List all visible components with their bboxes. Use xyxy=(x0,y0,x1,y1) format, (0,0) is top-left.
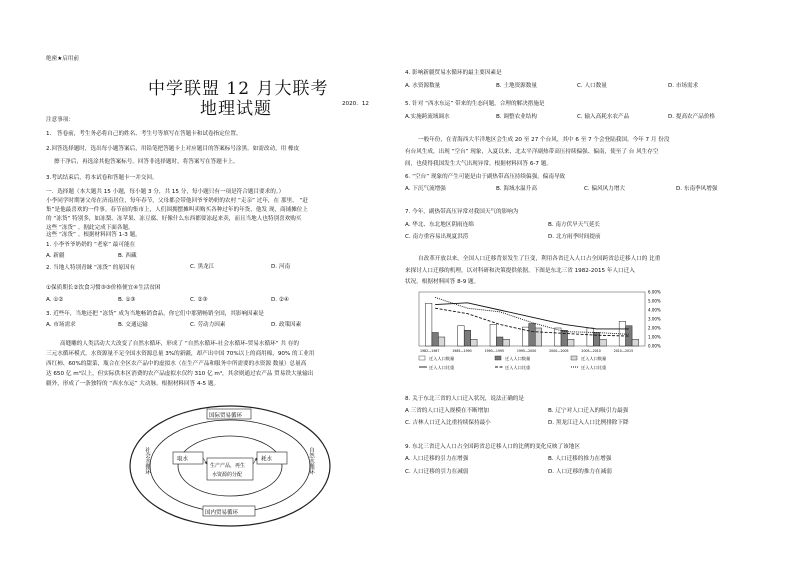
q4-option-c: C. 人口数量 xyxy=(577,83,607,89)
notes-head: 注意事项： xyxy=(46,117,74,123)
q7-option-c: C. 南方重容易出现夏洪涝 xyxy=(405,234,469,240)
passage2-l3: 西红柿、60%的甜菜，瓶合在全区农产品中的虚拟水（在生产产品和服务中所需要的水资源 数量）总量高 xyxy=(46,361,307,367)
q1-option-a: A. 新疆 xyxy=(46,253,65,259)
q8-option-b: B. 辽宁对人口迁入的吸引力最强 xyxy=(548,408,629,414)
diagram-right-label: 自然水循环 xyxy=(308,447,314,475)
q7-stem: 7. 今年，副热带高压异常对我国天气的影响为 xyxy=(405,209,519,215)
diagram-top-label: 国际贸易循环 xyxy=(209,413,243,419)
q1-option-d: D. 河南 xyxy=(271,264,291,270)
q9-option-b: B. 人口迁移的推力在增强 xyxy=(548,456,612,462)
chart-bar xyxy=(458,326,464,346)
note-2b: 擦干净后，再选涂其他答案标号。回答非选择题时，将答案写在答题卡上。 xyxy=(54,159,239,165)
q5-option-c: C. 输入高耗水农产品 xyxy=(577,114,630,120)
q9-option-d: D. 人口迁移的推力在减弱 xyxy=(548,469,612,475)
legend-label: 迁入人口数量 xyxy=(429,356,455,361)
note-2a: 2.回答选择题时，选出每小题答案后，用铅笔把答题卡上对应题目的答案标号涂黑。如需改动，用 橡皮 xyxy=(46,146,300,152)
y-right-tick-label: 4.00% xyxy=(648,307,661,313)
legend-swatch xyxy=(495,356,501,360)
x-tick-label: 1982—1987 xyxy=(420,349,440,353)
q4-stem: 4. 影响新疆贸易水循环的最主要因素是 xyxy=(405,70,502,76)
section1-p2: 集”是他最喜欢的一件事。春节前的集市上，人们围拥摆摊叫卖购买各种过年的年货，他发 现，商铺摊位上 xyxy=(46,207,308,213)
q6-option-c: C. 偏风风力增大 xyxy=(584,186,626,192)
chart-bar xyxy=(535,328,541,346)
y-right-tick-label: 6.00% xyxy=(648,289,661,295)
chart-bar xyxy=(561,330,567,346)
legend-label: 迁入人口数量 xyxy=(505,356,531,361)
q7-option-d: D. 北方雨季时间提前 xyxy=(548,234,601,240)
q2-option-d: D. ②④ xyxy=(271,297,289,303)
legend-label: 迁入人口数量 xyxy=(581,356,607,361)
diagram-center-label-1: 生产产品，再生 xyxy=(210,463,246,469)
chart-bar xyxy=(632,339,638,346)
chart-bar xyxy=(587,328,593,346)
chart-bar xyxy=(490,324,496,346)
q6-option-a: A. 下沉气流增强 xyxy=(405,186,446,192)
q5-stem: 5. 针对 “西水东运” 带来的生态问题，合理的解决措施是 xyxy=(405,101,545,107)
passage2-l1: 高缝雕的人类活动大大改变了自然水循环，形成了 “自然水循环-社会水循环-贸易水循环” 共 存的 xyxy=(60,341,299,347)
x-tick-label: 2010—2015 xyxy=(613,349,634,353)
chart-bar xyxy=(496,337,502,346)
passage3-l3: 间，也使得我国发生大气出现异常。根据材料回答 6-7 题。 xyxy=(405,161,552,167)
chart-bar xyxy=(464,330,470,346)
y-right-tick-label: 2.00% xyxy=(648,325,661,331)
legend-label: 迁入人口比重 xyxy=(581,365,607,370)
section1-p4: 这些 “冻货” 。据此完成下面各题。 xyxy=(46,225,134,231)
q1-option-c: C. 黑龙江 xyxy=(190,264,215,270)
q3-option-d: D. 政策因素 xyxy=(271,322,302,328)
page-subtitle: 地理试题 xyxy=(200,99,272,119)
section1-p3: 的 “冻货” 特别多，如冻梨、冻苹果、冻豆腐、好像什么东西都要冻起来卖，而且当地人也特别喜欢购买 xyxy=(46,216,302,222)
q7-option-a: A. 华北、东北地区阴雨连绵 xyxy=(405,222,474,228)
q7-option-b: B. 南方伏旱天气延长 xyxy=(548,222,601,228)
q9-option-c: C. 人口迁移的引力在减弱 xyxy=(405,469,469,475)
legend-label: 迁入人口比重 xyxy=(505,365,531,370)
diagram-left-label: 社会水循环 xyxy=(144,447,150,475)
q3-stem: 3. 近些年，当地还把 “冻货” 成为当地畅销食品，你它们中那猪畅销全国，其影响因素是 xyxy=(46,311,264,317)
q8-option-d: D. 黑龙江迁入人口比例排除下降 xyxy=(548,420,629,426)
q9-option-a: A. 人口迁移的引力在增强 xyxy=(405,456,469,462)
q2-option-a: A. ①② xyxy=(46,297,64,303)
q8-option-c: C. 吉林人口迁入比重持续保持最小 xyxy=(405,420,491,426)
q8-option-a: A 三省的人口迁入规模在不断增加 xyxy=(405,408,489,414)
passage3-l1: 一般年份，在青海西大半洋地区会生成 20 至 27 个台风，其中 6 至 7 个会登陆我国。今年 7 月 份没 xyxy=(418,137,670,143)
note-1: 1． 答卷前，考生务必将自己的姓名、考生号等填写在答题卡和试卷指定位置。 xyxy=(46,131,242,137)
x-tick-label: 1990—1995 xyxy=(484,349,504,353)
chart-bar xyxy=(503,339,509,346)
passage2-l2: 三元水循环模式。水资源量不足全国水资源总量 3%的新疆，却产出中国 70%以上的商用棉，90% 的工业用 xyxy=(46,351,315,357)
water-cycle-diagram xyxy=(125,402,335,530)
q5-option-b: B. 调整农业结构 xyxy=(496,114,537,120)
q2-stem: 2. 当地人特别青睐 “冻货” 的原因有 xyxy=(46,265,136,271)
q3-option-c: C. 劳动力因素 xyxy=(190,322,226,328)
secret-label: 绝密★启用前 xyxy=(46,56,79,62)
y-right-tick-label: 3.00% xyxy=(648,316,661,322)
q6-option-b: B. 海域水温升高 xyxy=(496,186,537,192)
section1-head: 一．选择题（本大题共 15 小题，每小题 3 分，共 15 分，每小题只有一项是符合题目要求的。） xyxy=(46,189,285,195)
passage4-l1: 自改革开放以来，全国人口迁移背景发生了巨变，利用各省迁入人口占全国跨省总迁移人口的 比重 xyxy=(418,256,661,262)
q1-stem: 1. 小李爷爷奶奶的 “老家” 最可能在 xyxy=(46,242,136,248)
chart-bar xyxy=(593,333,599,347)
x-tick-label: 1995—2000 xyxy=(516,349,537,353)
passage4-l2: 来探讨人口迁移的机理，以对科研和决策提供依据。下图是东北三省 1982-2015 年人口迁入 xyxy=(405,268,635,274)
q2-items: ①保质期长②饮食习惯③③价格便宜④生活贫困 xyxy=(46,285,161,291)
q1-option-b: B. 西藏 xyxy=(118,253,137,259)
chart-bar xyxy=(471,339,477,346)
legend-swatch xyxy=(419,356,425,360)
q2-option-c: C. ②③ xyxy=(190,297,208,303)
passage4-l3: 状况。根据材料回答 8-9 题。 xyxy=(405,279,480,285)
diagram-output-label: 耗水 xyxy=(261,456,273,463)
passage2-l5: 疆外，形成了一条独特的 “西水东运” 大动脉。根据材料回答 4-5 题。 xyxy=(46,381,220,387)
q4-option-b: B. 土地资源数量 xyxy=(496,83,537,89)
passage2-l4: 达 650 亿 m³以上，但实际供本区消费的农产品虚拟水仅约 310 亿 m³，其余则通过农产品 贸易铁大量输出 xyxy=(46,371,314,377)
y-right-tick-label: 5.00% xyxy=(648,298,661,304)
legend-label: 迁入人口比重 xyxy=(429,365,455,370)
population-chart xyxy=(405,288,675,384)
q6-stem: 6. “空台” 现象的产生可能是由于副热带高压持续偏强，偏南导致 xyxy=(405,174,566,180)
chart-bar xyxy=(555,328,561,346)
q6-option-d: D. 东南季风增强 xyxy=(676,186,718,192)
chart-bar xyxy=(529,324,535,347)
q3-option-b: B. 交通运输 xyxy=(118,322,148,328)
q3-option-a: A. 市场需求 xyxy=(46,322,76,328)
chart-bar xyxy=(432,333,438,347)
section1-p5: 这些 “冻货” 。根据材料回答 1-3 题。 xyxy=(46,232,141,238)
chart-bar xyxy=(600,339,606,346)
exam-date: 2020．12 xyxy=(342,101,369,107)
x-tick-label: 2000—2005 xyxy=(549,349,569,353)
y-right-tick-label: 0.00% xyxy=(648,343,661,349)
chart-bar xyxy=(425,303,431,346)
note-3: 3.考试结束后，将本试卷和答题卡一并交回。 xyxy=(46,175,158,181)
chart-bar xyxy=(568,339,574,346)
x-tick-label: 2005—2010 xyxy=(581,349,601,353)
legend-swatch xyxy=(571,356,577,360)
chart-bar xyxy=(438,337,444,346)
diagram-input-label: 取水 xyxy=(177,456,189,463)
page-title: 中学联盟 12 月大联考 xyxy=(148,79,329,99)
q5-option-a: A.实施跨流域调水 xyxy=(405,114,450,120)
q5-option-d: D. 提高农产品价格 xyxy=(668,114,716,120)
q4-option-a: A. 水资源数量 xyxy=(405,83,441,89)
q8-stem: 8. 关于东北三省的人口迁入状况，说法正确的是 xyxy=(405,396,524,402)
diagram-bottom-label: 国内贸易循环 xyxy=(205,510,239,516)
section1-p1: 小李同学时期暑父母在济南居住，每年春节，父母都会带他回爷爷奶奶的农村 “走亲” 过年，在 那里， “赶 xyxy=(46,198,308,204)
diagram-center-label-2: 水资源的分配 xyxy=(212,472,243,478)
y-right-tick-label: 1.00% xyxy=(648,334,661,340)
passage3-l2: 有台风生成，出现 “空台” 现象，入夏以来，北太平洋副热带高压持续偏强、偏南，使至了 台 风生存空 xyxy=(405,149,659,155)
q9-stem: 9. 东北三省迁入人口占全国跨省总迁移人口的比例的变化反映了该地区 xyxy=(405,444,580,450)
q2-option-b: B. ①③ xyxy=(118,297,136,303)
x-tick-label: 1985—1990 xyxy=(452,349,472,353)
q4-option-d: D. 市场需求 xyxy=(668,83,699,89)
